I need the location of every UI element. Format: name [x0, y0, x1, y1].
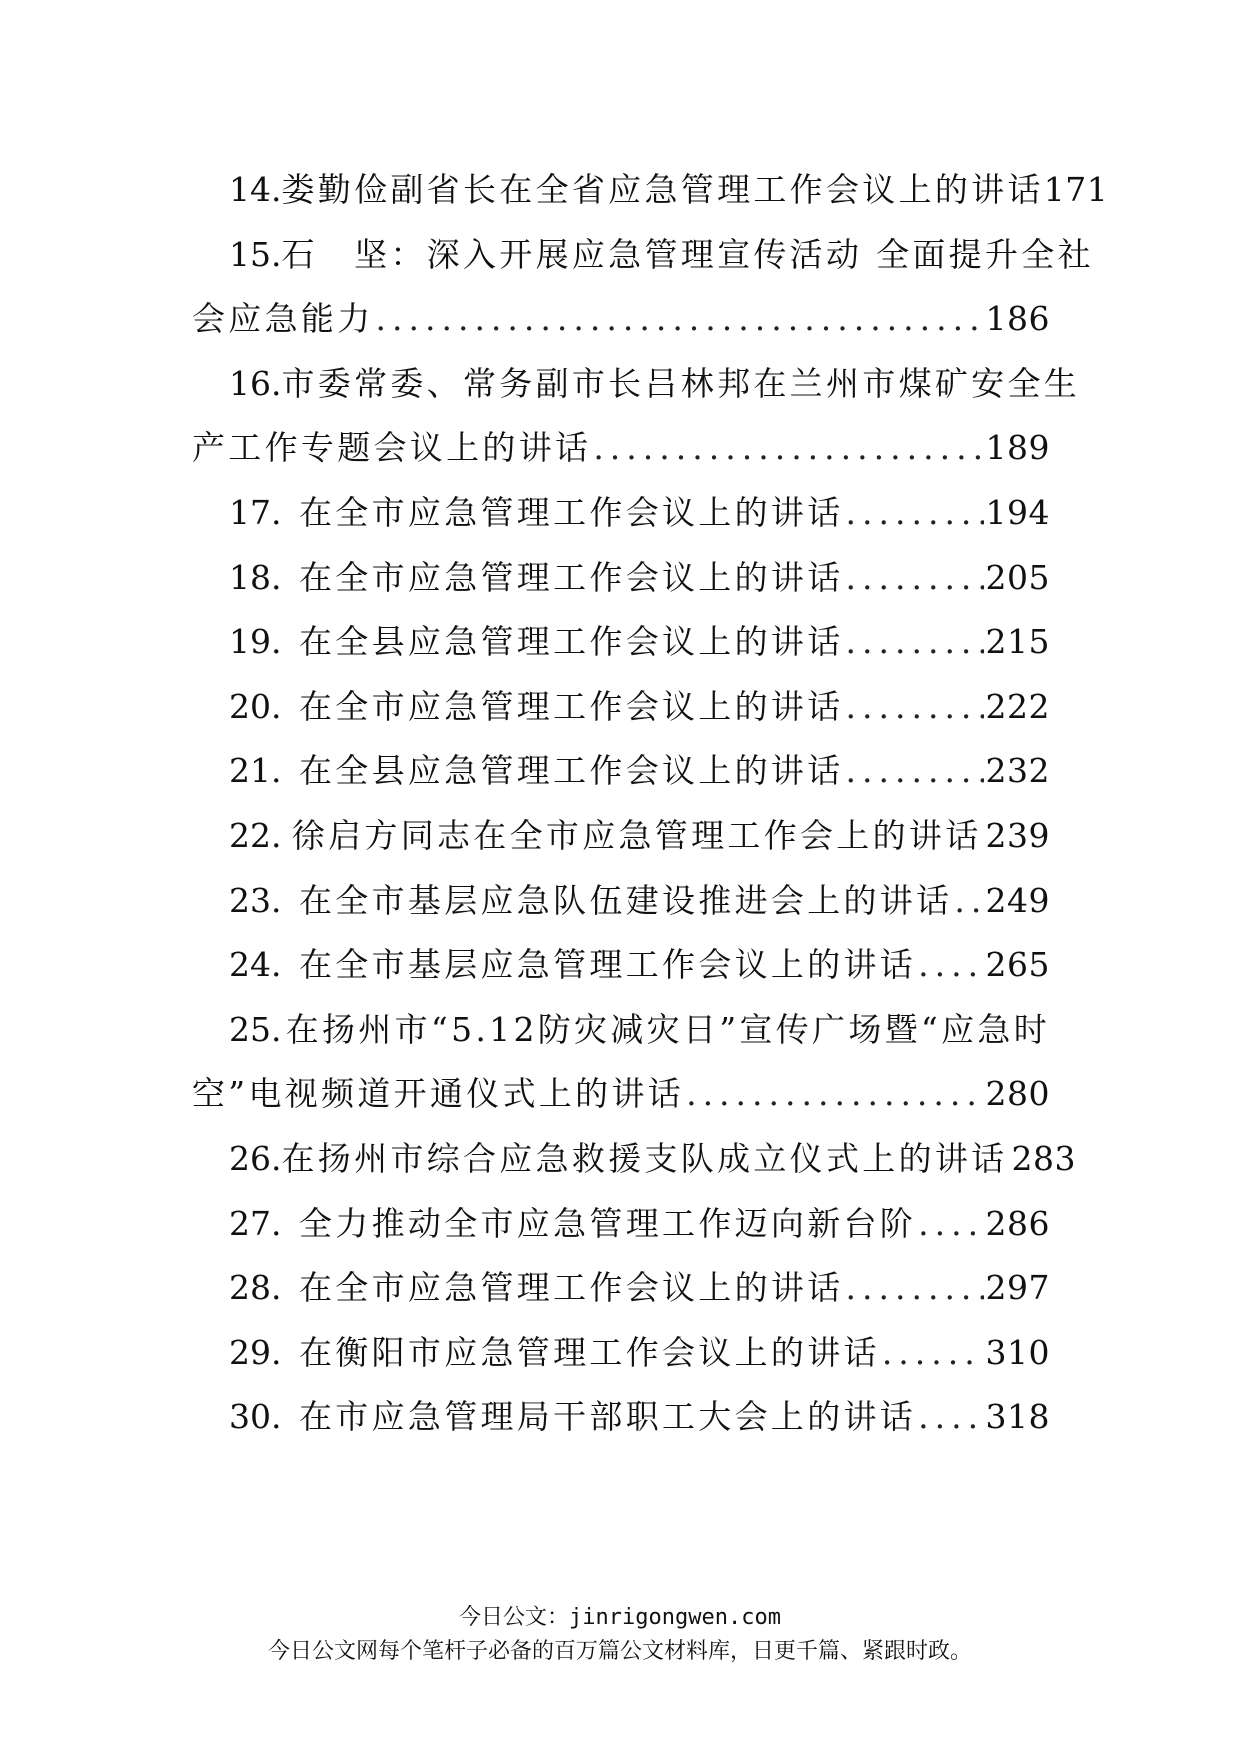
toc-entry-title: 在全市应急管理工作会议上的讲话 [299, 557, 844, 597]
toc-entry-page-number: 239 [985, 815, 1050, 855]
toc-entry-title: 娄勤俭副省长在全省应急管理工作会议上的讲话 [281, 170, 1044, 209]
toc-entry-title: 在全市基层应急队伍建设推进会上的讲话 [299, 880, 953, 920]
toc-entry-page-number: 186 [985, 299, 1050, 339]
toc-entry-line [192, 1321, 1050, 1386]
toc-entry-line [192, 352, 1081, 417]
toc-entry-number: 21. [229, 751, 282, 791]
toc-entry-title: 市委常委、常务副市长吕林邦在兰州市煤矿安全生 [281, 363, 1081, 403]
toc-leader-dots [918, 1192, 983, 1257]
toc-entry-page-number: 283 [1011, 1138, 1076, 1178]
toc-entry-number: 17. [229, 492, 282, 532]
toc-entry[interactable] [192, 546, 1050, 611]
toc-entry-number: 28. [229, 1268, 282, 1308]
toc-entry[interactable] [192, 223, 1094, 352]
toc-entry-line [192, 739, 1050, 804]
toc-entry-page-number: 280 [985, 1074, 1050, 1114]
toc-entry-title: 在全市应急管理工作会议上的讲话 [299, 492, 844, 532]
toc-entry-line [192, 1062, 1050, 1127]
toc-entry[interactable] [192, 1192, 1050, 1257]
toc-entry-line [192, 869, 1050, 934]
toc-entry-page-number: 249 [985, 880, 1050, 920]
footer-site-url[interactable]: jinrigongwen.com [569, 1605, 781, 1630]
toc-entry[interactable] [192, 352, 1081, 481]
toc-leader-dots [882, 1321, 984, 1386]
toc-entry[interactable] [192, 804, 1050, 869]
toc-entry-line [192, 804, 1050, 869]
toc-entry[interactable] [192, 1385, 1050, 1450]
toc-entry-page-number: 265 [985, 945, 1050, 985]
toc-leader-dots [376, 287, 984, 352]
toc-entry-line [192, 287, 1050, 352]
toc-entry-number: 25. [229, 1009, 282, 1049]
toc-entry-number: 30. [229, 1397, 282, 1437]
toc-entry-line [192, 998, 1050, 1063]
toc-leader-dots [918, 933, 983, 998]
toc-entry-number: 15. [229, 234, 282, 274]
toc-entry[interactable] [192, 481, 1050, 546]
toc-entry-number: 18. [229, 557, 282, 597]
toc-entry-number: 26. [229, 1138, 282, 1178]
toc-leader-dots [846, 675, 984, 740]
toc-entry[interactable] [192, 1127, 1076, 1192]
toc-leader-dots [846, 1256, 984, 1321]
toc-entry-number: 29. [229, 1332, 282, 1372]
toc-entry[interactable] [192, 1321, 1050, 1386]
toc-entry-title: 在全市应急管理工作会议上的讲话 [299, 686, 844, 726]
toc-entry-line [192, 158, 1109, 223]
toc-entry-line [192, 1127, 1076, 1192]
toc-entry-title: 在全县应急管理工作会议上的讲话 [299, 622, 844, 662]
toc-entry-title: 全力推动全市应急管理工作迈向新台阶 [299, 1203, 917, 1243]
toc-entry[interactable] [192, 158, 1109, 223]
toc-entry-line [192, 675, 1050, 740]
toc-entry-line [192, 1192, 1050, 1257]
toc-entry-page-number: 297 [985, 1268, 1050, 1308]
toc-entry-number: 20. [229, 686, 282, 726]
toc-entry-line [192, 1385, 1050, 1450]
toc-entry-title-continued: 会应急能力 [192, 299, 374, 339]
toc-entry[interactable] [192, 739, 1050, 804]
toc-entry-title-continued: 产工作专题会议上的讲话 [192, 428, 592, 468]
toc-leader-dots [846, 610, 984, 675]
toc-entry-number: 27. [229, 1203, 282, 1243]
toc-entry-line [192, 1256, 1050, 1321]
toc-leader-dots [846, 739, 984, 804]
toc-leader-dots [846, 546, 984, 611]
toc-entry-title: 在扬州市综合应急救援支队成立仪式上的讲话 [281, 1138, 1008, 1178]
toc-entry[interactable] [192, 998, 1050, 1127]
toc-entry-number: 24. [229, 945, 282, 985]
toc-entry-line [192, 933, 1050, 998]
toc-entry-page-number: 189 [985, 428, 1050, 468]
toc-entry[interactable] [192, 610, 1050, 675]
footer-site-label: 今日公文： [459, 1605, 570, 1630]
toc-entry-title: 在衡阳市应急管理工作会议上的讲话 [299, 1332, 880, 1372]
toc-entry[interactable] [192, 933, 1050, 998]
toc-entry-title: 在扬州市“5.12防灾减灾日”宣传广场暨“应急时 [285, 1009, 1050, 1049]
toc-entry-page-number: 232 [985, 751, 1050, 791]
footer-slogan: 今日公文网每个笔杆子必备的百万篇公文材料库，日更千篇、紧跟时政。 [267, 1639, 972, 1664]
toc-entry-title-continued: 空”电视频道开通仪式上的讲话 [192, 1074, 685, 1114]
toc-entry-line [192, 481, 1050, 546]
toc-entry-title: 石 坚：深入开展应急管理宣传活动 全面提升全社 [281, 234, 1094, 274]
toc-entry[interactable] [192, 1256, 1050, 1321]
toc-entry-page-number: 286 [985, 1203, 1050, 1243]
toc-entry[interactable] [192, 675, 1050, 740]
toc-entry-line [192, 546, 1050, 611]
toc-entry-line [192, 416, 1050, 481]
toc-entry-line [192, 223, 1094, 288]
table-of-contents [192, 158, 1109, 1450]
toc-entry-number: 19. [229, 622, 282, 662]
toc-leader-dots [846, 481, 984, 546]
toc-entry-number: 22. [229, 815, 282, 855]
toc-entry-title: 徐启方同志在全市应急管理工作会上的讲话 [291, 815, 982, 855]
toc-entry-title: 在市应急管理局干部职工大会上的讲话 [299, 1397, 917, 1437]
toc-entry-page-number: 205 [985, 557, 1050, 597]
toc-entry-page-number: 318 [985, 1397, 1050, 1437]
toc-leader-dots [593, 416, 983, 481]
toc-entry-page-number: 171 [1043, 170, 1109, 209]
footer-site [0, 1600, 1240, 1631]
toc-entry[interactable] [192, 869, 1050, 934]
toc-entry-title: 在全县应急管理工作会议上的讲话 [299, 751, 844, 791]
toc-leader-dots [686, 1062, 983, 1127]
toc-leader-dots [918, 1385, 983, 1450]
toc-entry-page-number: 194 [985, 492, 1050, 532]
toc-entry-title: 在全市应急管理工作会议上的讲话 [299, 1268, 844, 1308]
toc-leader-dots [954, 869, 983, 934]
toc-entry-title: 在全市基层应急管理工作会议上的讲话 [299, 945, 917, 985]
toc-entry-page-number: 310 [985, 1332, 1050, 1372]
toc-entry-page-number: 215 [985, 622, 1050, 662]
toc-entry-number: 14. [229, 170, 282, 209]
toc-entry-page-number: 222 [985, 686, 1050, 726]
toc-entry-number: 23. [229, 880, 282, 920]
toc-entry-number: 16. [229, 363, 282, 403]
toc-entry-line [192, 610, 1050, 675]
